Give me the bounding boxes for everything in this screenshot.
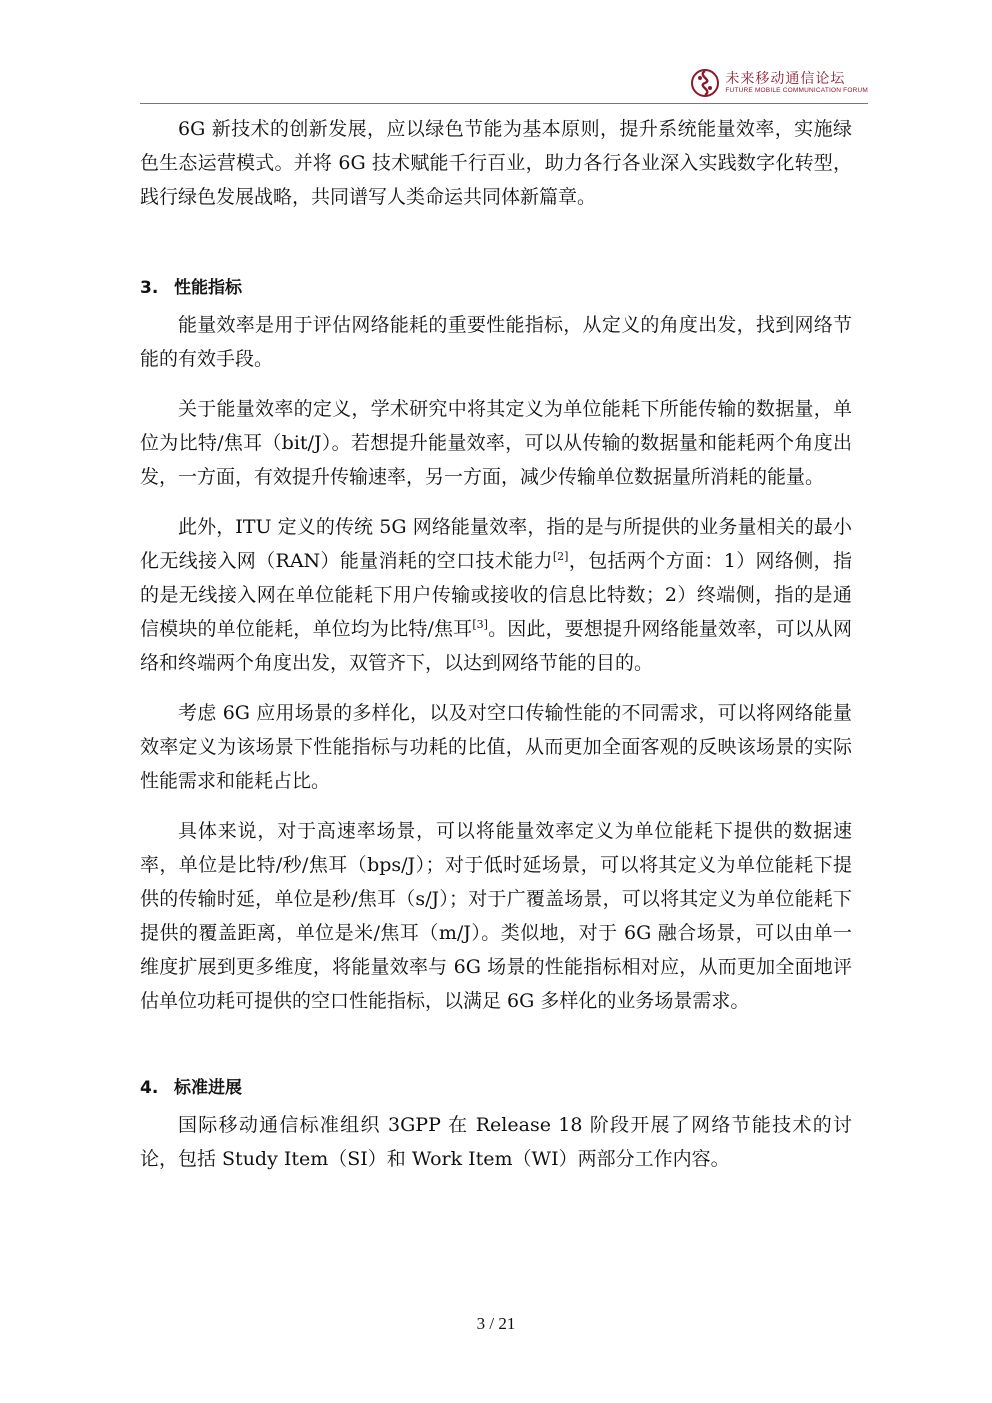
page-content — [140, 112, 852, 1176]
paragraph-4-part-1: 此外，ITU 定义的传统 5G 网络能量效率，指的是与所提供的业务量相关的最小化无线接入网（RAN）能量消耗的空口技术能力 — [140, 516, 852, 572]
paragraph-4 — [140, 510, 852, 680]
logo-chinese-text: 未来移动通信论坛 — [725, 70, 846, 87]
citation-2[interactable]: [2] — [552, 550, 569, 563]
header-divider — [140, 103, 868, 104]
paragraph-5: 考虑 6G 应用场景的多样化，以及对空口传输性能的不同需求，可以将网络能量效率定义为该场景下性能指标与功耗的比值，从而更加全面客观的反映该场景的实际性能需求和能耗占比。 — [140, 702, 852, 792]
citation-3[interactable]: [3] — [472, 618, 488, 631]
page-number: 3 / 21 — [476, 1314, 516, 1333]
section-4-heading — [140, 1072, 852, 1104]
page-header — [140, 64, 868, 104]
logo — [690, 66, 868, 100]
paragraph-3: 关于能量效率的定义，学术研究中将其定义为单位能耗下所能传输的数据量，单位为比特/焦耳（bit/J）。若想提升能量效率，可以从传输的数据量和能耗两个角度出发，一方面，有效提升传输速率，另一方面，减少传输单位数据量所消耗的能量。 — [140, 398, 852, 488]
paragraph-2: 能量效率是用于评估网络能耗的重要性能指标，从定义的角度出发，找到网络节能的有效手段。 — [140, 314, 852, 370]
section-3-number: 3. — [140, 278, 159, 298]
section-4-title: 标准进展 — [174, 1078, 242, 1098]
section-3-title: 性能指标 — [174, 278, 242, 298]
paragraph-1: 6G 新技术的创新发展，应以绿色节能为基本原则，提升系统能量效率，实施绿色生态运营模式。并将 6G 技术赋能千行百业，助力各行各业深入实践数字化转型，践行绿色发展战略，共同谱写人类命运共同体新篇章。 — [140, 118, 852, 208]
paragraph-4-part-2: ，包括两个方面：1）网络侧，指的是无线接入网在单位能耗下用户传输或接收的信息比特数；2）终端侧，指的是通信模块的单位能耗，单位均为比特/焦耳 — [140, 550, 852, 640]
fumo-logo-icon — [690, 68, 720, 98]
paragraph-6: 具体来说，对于高速率场景，可以将能量效率定义为单位能耗下提供的数据速率，单位是比特/秒/焦耳（bps/J）；对于低时延场景，可以将其定义为单位能耗下提供的传输时延，单位是秒/焦耳（s/J）；对于广覆盖场景，可以将其定义为单位能耗下提供的覆盖距离，单位是米/焦耳（m/J）。类似地，对于 6G 融合场景，可以由单一维度扩展到更多维度，将能量效率与 6G 场景的性能指标相对应，从而更加全面地评估单位功耗可提供的空口性能指标，以满足 6G 多样化的业务场景需求。 — [140, 820, 852, 1012]
section-3-heading — [140, 272, 852, 304]
section-4-number: 4. — [140, 1078, 159, 1098]
paragraph-4-part-3: 。因此，要想提升网络能量效率，可以从网络和终端两个角度出发，双管齐下，以达到网络节能的目的。 — [140, 618, 852, 674]
paragraph-7: 国际移动通信标准组织 3GPP 在 Release 18 阶段开展了网络节能技术的讨论，包括 Study Item（SI）和 Work Item（WI）两部分工作内容。 — [140, 1114, 852, 1170]
logo-english-text: FUTURE MOBILE COMMUNICATION FORUM — [725, 86, 868, 94]
